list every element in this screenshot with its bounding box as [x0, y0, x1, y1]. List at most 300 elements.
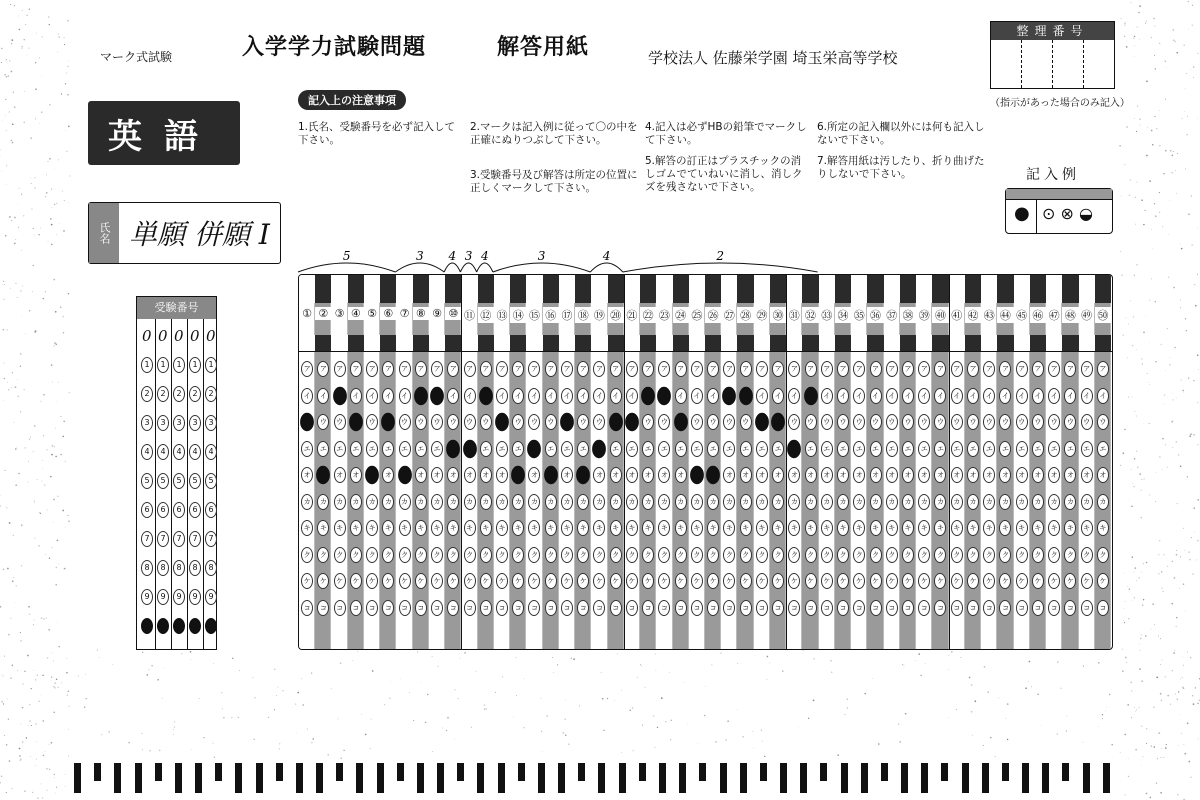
- answer-bubble[interactable]: カ: [593, 494, 605, 510]
- answer-bubble[interactable]: イ: [918, 388, 930, 404]
- answer-bubble[interactable]: ケ: [528, 573, 540, 589]
- answer-bubble[interactable]: キ: [350, 520, 362, 536]
- answer-bubble[interactable]: カ: [496, 494, 508, 510]
- answer-bubble[interactable]: エ: [512, 441, 524, 457]
- answer-bubble[interactable]: イ: [528, 388, 540, 404]
- answer-bubble[interactable]: カ: [951, 494, 963, 510]
- answer-bubble[interactable]: カ: [983, 494, 995, 510]
- answer-bubble[interactable]: ア: [853, 361, 865, 377]
- answer-bubble[interactable]: オ: [480, 467, 492, 483]
- answer-bubble[interactable]: ク: [334, 547, 346, 563]
- answer-bubble[interactable]: オ: [756, 467, 768, 483]
- answer-bubble[interactable]: キ: [983, 520, 995, 536]
- answer-bubble[interactable]: オ: [301, 467, 313, 483]
- answer-bubble[interactable]: ク: [512, 547, 524, 563]
- answer-bubble[interactable]: エ: [626, 441, 638, 457]
- answer-bubble[interactable]: オ: [967, 467, 979, 483]
- answer-bubble[interactable]: オ: [496, 467, 508, 483]
- answer-bubble[interactable]: キ: [334, 520, 346, 536]
- exam-number-bubble[interactable]: 6: [141, 502, 153, 518]
- answer-bubble[interactable]: キ: [821, 520, 833, 536]
- exam-number-bubble[interactable]: 9: [157, 589, 169, 605]
- answer-bubble[interactable]: ケ: [626, 573, 638, 589]
- answer-bubble[interactable]: ク: [593, 547, 605, 563]
- answer-bubble[interactable]: カ: [382, 494, 394, 510]
- answer-bubble[interactable]: コ: [821, 600, 833, 616]
- answer-bubble[interactable]: ア: [658, 361, 670, 377]
- exam-number-bubble[interactable]: 7: [157, 531, 169, 547]
- answer-bubble[interactable]: ケ: [512, 573, 524, 589]
- answer-bubble[interactable]: カ: [317, 494, 329, 510]
- answer-bubble[interactable]: エ: [999, 441, 1011, 457]
- answer-bubble[interactable]: オ: [821, 467, 833, 483]
- answer-bubble[interactable]: ク: [691, 547, 703, 563]
- exam-number-bubble[interactable]: 4: [189, 444, 201, 460]
- answer-bubble[interactable]: カ: [691, 494, 703, 510]
- answer-bubble[interactable]: ア: [918, 361, 930, 377]
- answer-bubble[interactable]: ア: [886, 361, 898, 377]
- answer-bubble[interactable]: キ: [480, 520, 492, 536]
- answer-bubble[interactable]: カ: [415, 494, 427, 510]
- answer-bubble[interactable]: ケ: [334, 573, 346, 589]
- exam-number-bubble[interactable]: 8: [205, 560, 217, 576]
- answer-bubble[interactable]: オ: [805, 467, 817, 483]
- answer-bubble[interactable]: エ: [545, 441, 557, 457]
- answer-bubble[interactable]: エ: [1064, 441, 1076, 457]
- answer-bubble[interactable]: エ: [1048, 441, 1060, 457]
- answer-bubble[interactable]: キ: [772, 520, 784, 536]
- answer-bubble[interactable]: ウ: [545, 414, 557, 430]
- answer-bubble[interactable]: ウ: [528, 414, 540, 430]
- answer-bubble[interactable]: イ: [1048, 388, 1060, 404]
- answer-bubble[interactable]: エ: [610, 441, 622, 457]
- answer-bubble[interactable]: ウ: [1097, 414, 1109, 430]
- answer-bubble[interactable]: イ: [496, 388, 508, 404]
- answer-bubble[interactable]: ク: [756, 547, 768, 563]
- answer-bubble[interactable]: カ: [1081, 494, 1093, 510]
- answer-bubble[interactable]: [674, 413, 688, 431]
- answer-bubble[interactable]: コ: [675, 600, 687, 616]
- answer-bubble[interactable]: ケ: [496, 573, 508, 589]
- answer-bubble[interactable]: オ: [642, 467, 654, 483]
- answer-bubble[interactable]: キ: [707, 520, 719, 536]
- answer-bubble[interactable]: キ: [870, 520, 882, 536]
- answer-bubble[interactable]: オ: [334, 467, 346, 483]
- answer-bubble[interactable]: ア: [805, 361, 817, 377]
- answer-bubble[interactable]: ケ: [805, 573, 817, 589]
- answer-bubble[interactable]: エ: [480, 441, 492, 457]
- answer-bubble[interactable]: ク: [610, 547, 622, 563]
- answer-bubble[interactable]: ア: [464, 361, 476, 377]
- answer-bubble[interactable]: コ: [934, 600, 946, 616]
- answer-bubble[interactable]: ア: [951, 361, 963, 377]
- answer-bubble[interactable]: カ: [464, 494, 476, 510]
- answer-bubble[interactable]: コ: [399, 600, 411, 616]
- answer-bubble[interactable]: オ: [886, 467, 898, 483]
- answer-bubble[interactable]: ア: [512, 361, 524, 377]
- answer-bubble[interactable]: オ: [788, 467, 800, 483]
- answer-bubble[interactable]: カ: [967, 494, 979, 510]
- answer-bubble[interactable]: [609, 413, 623, 431]
- answer-bubble[interactable]: コ: [528, 600, 540, 616]
- answer-bubble[interactable]: ケ: [447, 573, 459, 589]
- exam-number-bubble[interactable]: 6: [157, 502, 169, 518]
- answer-bubble[interactable]: ク: [431, 547, 443, 563]
- answer-bubble[interactable]: キ: [723, 520, 735, 536]
- answer-bubble[interactable]: オ: [626, 467, 638, 483]
- answer-bubble[interactable]: オ: [740, 467, 752, 483]
- answer-bubble[interactable]: ウ: [642, 414, 654, 430]
- answer-bubble[interactable]: [739, 386, 753, 404]
- answer-bubble[interactable]: ウ: [1081, 414, 1093, 430]
- answer-bubble[interactable]: [787, 439, 801, 457]
- answer-bubble[interactable]: ケ: [366, 573, 378, 589]
- answer-bubble[interactable]: イ: [1081, 388, 1093, 404]
- answer-bubble[interactable]: オ: [382, 467, 394, 483]
- exam-number-bubble[interactable]: 3: [173, 415, 185, 431]
- answer-bubble[interactable]: エ: [951, 441, 963, 457]
- answer-bubble[interactable]: ア: [577, 361, 589, 377]
- answer-bubble[interactable]: オ: [415, 467, 427, 483]
- answer-bubble[interactable]: ク: [983, 547, 995, 563]
- answer-bubble[interactable]: エ: [1081, 441, 1093, 457]
- exam-number-bubble[interactable]: [141, 618, 153, 634]
- answer-bubble[interactable]: コ: [382, 600, 394, 616]
- answer-bubble[interactable]: イ: [317, 388, 329, 404]
- answer-bubble[interactable]: コ: [772, 600, 784, 616]
- answer-bubble[interactable]: ケ: [593, 573, 605, 589]
- answer-bubble[interactable]: コ: [870, 600, 882, 616]
- answer-bubble[interactable]: ク: [480, 547, 492, 563]
- answer-bubble[interactable]: キ: [756, 520, 768, 536]
- answer-bubble[interactable]: ケ: [317, 573, 329, 589]
- answer-bubble[interactable]: ク: [561, 547, 573, 563]
- exam-number-bubble[interactable]: 3: [141, 415, 153, 431]
- answer-bubble[interactable]: ク: [772, 547, 784, 563]
- answer-bubble[interactable]: ウ: [853, 414, 865, 430]
- answer-bubble[interactable]: イ: [756, 388, 768, 404]
- answer-bubble[interactable]: [300, 413, 314, 431]
- answer-bubble[interactable]: エ: [723, 441, 735, 457]
- answer-bubble[interactable]: ア: [934, 361, 946, 377]
- exam-number-bubble[interactable]: 2: [173, 386, 185, 402]
- answer-bubble[interactable]: イ: [983, 388, 995, 404]
- answer-bubble[interactable]: エ: [496, 441, 508, 457]
- answer-bubble[interactable]: キ: [1097, 520, 1109, 536]
- answer-bubble[interactable]: ケ: [870, 573, 882, 589]
- exam-number-bubble[interactable]: 9: [141, 589, 153, 605]
- answer-bubble[interactable]: イ: [951, 388, 963, 404]
- answer-bubble[interactable]: コ: [1032, 600, 1044, 616]
- answer-bubble[interactable]: イ: [1064, 388, 1076, 404]
- answer-bubble[interactable]: キ: [951, 520, 963, 536]
- answer-bubble[interactable]: ク: [967, 547, 979, 563]
- exam-number-bubble[interactable]: 8: [157, 560, 169, 576]
- answer-bubble[interactable]: ア: [983, 361, 995, 377]
- answer-bubble[interactable]: ウ: [902, 414, 914, 430]
- answer-bubble[interactable]: イ: [366, 388, 378, 404]
- exam-number-bubble[interactable]: 6: [189, 502, 201, 518]
- answer-bubble[interactable]: コ: [788, 600, 800, 616]
- answer-bubble[interactable]: ケ: [1097, 573, 1109, 589]
- answer-bubble[interactable]: キ: [528, 520, 540, 536]
- answer-bubble[interactable]: ウ: [512, 414, 524, 430]
- answer-bubble[interactable]: オ: [918, 467, 930, 483]
- answer-bubble[interactable]: コ: [610, 600, 622, 616]
- exam-number-bubble[interactable]: 2: [157, 386, 169, 402]
- answer-bubble[interactable]: イ: [999, 388, 1011, 404]
- answer-bubble[interactable]: カ: [1097, 494, 1109, 510]
- answer-bubble[interactable]: エ: [301, 441, 313, 457]
- answer-bubble[interactable]: エ: [350, 441, 362, 457]
- answer-bubble[interactable]: ウ: [723, 414, 735, 430]
- answer-bubble[interactable]: ケ: [1048, 573, 1060, 589]
- answer-bubble[interactable]: オ: [350, 467, 362, 483]
- exam-number-bubble[interactable]: 9: [205, 589, 217, 605]
- answer-bubble[interactable]: [349, 413, 363, 431]
- answer-bubble[interactable]: イ: [967, 388, 979, 404]
- answer-bubble[interactable]: ア: [870, 361, 882, 377]
- answer-bubble[interactable]: カ: [658, 494, 670, 510]
- answer-bubble[interactable]: ウ: [1032, 414, 1044, 430]
- answer-bubble[interactable]: ク: [399, 547, 411, 563]
- answer-bubble[interactable]: ク: [301, 547, 313, 563]
- answer-bubble[interactable]: キ: [496, 520, 508, 536]
- answer-bubble[interactable]: オ: [658, 467, 670, 483]
- answer-bubble[interactable]: キ: [1032, 520, 1044, 536]
- exam-number-bubble[interactable]: 1: [205, 357, 217, 373]
- exam-number-bubble[interactable]: 9: [173, 589, 185, 605]
- answer-bubble[interactable]: キ: [464, 520, 476, 536]
- answer-bubble[interactable]: ウ: [1064, 414, 1076, 430]
- answer-bubble[interactable]: コ: [658, 600, 670, 616]
- exam-number-bubble[interactable]: 1: [157, 357, 169, 373]
- answer-bubble[interactable]: ア: [350, 361, 362, 377]
- answer-bubble[interactable]: ア: [967, 361, 979, 377]
- answer-bubble[interactable]: キ: [431, 520, 443, 536]
- answer-bubble[interactable]: ケ: [707, 573, 719, 589]
- exam-number-bubble[interactable]: 6: [205, 502, 217, 518]
- answer-bubble[interactable]: キ: [902, 520, 914, 536]
- answer-bubble[interactable]: コ: [918, 600, 930, 616]
- answer-bubble[interactable]: [771, 413, 785, 431]
- exam-number-bubble[interactable]: 3: [205, 415, 217, 431]
- answer-bubble[interactable]: [446, 439, 460, 457]
- answer-bubble[interactable]: カ: [610, 494, 622, 510]
- answer-bubble[interactable]: コ: [577, 600, 589, 616]
- answer-bubble[interactable]: コ: [1048, 600, 1060, 616]
- answer-bubble[interactable]: ア: [691, 361, 703, 377]
- answer-bubble[interactable]: ケ: [756, 573, 768, 589]
- answer-bubble[interactable]: [365, 466, 379, 484]
- answer-bubble[interactable]: ウ: [967, 414, 979, 430]
- answer-bubble[interactable]: [560, 413, 574, 431]
- answer-bubble[interactable]: イ: [593, 388, 605, 404]
- answer-bubble[interactable]: カ: [1048, 494, 1060, 510]
- exam-number-bubble[interactable]: 2: [205, 386, 217, 402]
- answer-bubble[interactable]: カ: [545, 494, 557, 510]
- answer-bubble[interactable]: イ: [577, 388, 589, 404]
- answer-bubble[interactable]: エ: [691, 441, 703, 457]
- answer-bubble[interactable]: イ: [626, 388, 638, 404]
- answer-bubble[interactable]: コ: [480, 600, 492, 616]
- answer-bubble[interactable]: ク: [350, 547, 362, 563]
- answer-bubble[interactable]: ク: [1064, 547, 1076, 563]
- answer-bubble[interactable]: ア: [610, 361, 622, 377]
- answer-bubble[interactable]: カ: [512, 494, 524, 510]
- answer-bubble[interactable]: ク: [1048, 547, 1060, 563]
- answer-bubble[interactable]: カ: [431, 494, 443, 510]
- answer-bubble[interactable]: ア: [740, 361, 752, 377]
- answer-bubble[interactable]: ウ: [317, 414, 329, 430]
- answer-bubble[interactable]: ケ: [382, 573, 394, 589]
- answer-bubble[interactable]: ケ: [561, 573, 573, 589]
- answer-bubble[interactable]: イ: [1097, 388, 1109, 404]
- answer-bubble[interactable]: エ: [431, 441, 443, 457]
- answer-bubble[interactable]: ク: [999, 547, 1011, 563]
- answer-bubble[interactable]: キ: [545, 520, 557, 536]
- answer-bubble[interactable]: エ: [334, 441, 346, 457]
- answer-bubble[interactable]: ケ: [918, 573, 930, 589]
- answer-bubble[interactable]: ア: [1064, 361, 1076, 377]
- answer-bubble[interactable]: ケ: [837, 573, 849, 589]
- exam-number-bubble[interactable]: 8: [189, 560, 201, 576]
- exam-number-bubble[interactable]: 2: [141, 386, 153, 402]
- answer-bubble[interactable]: コ: [886, 600, 898, 616]
- answer-bubble[interactable]: キ: [853, 520, 865, 536]
- answer-bubble[interactable]: ア: [593, 361, 605, 377]
- answer-bubble[interactable]: ク: [837, 547, 849, 563]
- answer-bubble[interactable]: ア: [723, 361, 735, 377]
- answer-bubble[interactable]: コ: [756, 600, 768, 616]
- answer-bubble[interactable]: カ: [740, 494, 752, 510]
- answer-bubble[interactable]: ケ: [415, 573, 427, 589]
- answer-bubble[interactable]: [657, 386, 671, 404]
- answer-bubble[interactable]: ア: [545, 361, 557, 377]
- answer-bubble[interactable]: ケ: [723, 573, 735, 589]
- exam-number-bubble[interactable]: 5: [157, 473, 169, 489]
- answer-bubble[interactable]: コ: [983, 600, 995, 616]
- answer-bubble[interactable]: ウ: [805, 414, 817, 430]
- answer-bubble[interactable]: カ: [902, 494, 914, 510]
- answer-bubble[interactable]: ア: [561, 361, 573, 377]
- answer-bubble[interactable]: オ: [902, 467, 914, 483]
- answer-bubble[interactable]: ク: [805, 547, 817, 563]
- answer-bubble[interactable]: カ: [707, 494, 719, 510]
- answer-bubble[interactable]: カ: [999, 494, 1011, 510]
- answer-bubble[interactable]: ケ: [821, 573, 833, 589]
- answer-bubble[interactable]: ケ: [772, 573, 784, 589]
- name-field[interactable]: [88, 202, 281, 264]
- answer-bubble[interactable]: ケ: [545, 573, 557, 589]
- answer-bubble[interactable]: ク: [934, 547, 946, 563]
- answer-bubble[interactable]: オ: [528, 467, 540, 483]
- answer-bubble[interactable]: ウ: [870, 414, 882, 430]
- answer-bubble[interactable]: コ: [740, 600, 752, 616]
- answer-bubble[interactable]: ア: [1048, 361, 1060, 377]
- exam-number-bubble[interactable]: [205, 618, 217, 634]
- answer-bubble[interactable]: ウ: [999, 414, 1011, 430]
- answer-bubble[interactable]: キ: [512, 520, 524, 536]
- answer-bubble[interactable]: キ: [1048, 520, 1060, 536]
- answer-bubble[interactable]: ケ: [983, 573, 995, 589]
- answer-bubble[interactable]: ウ: [1048, 414, 1060, 430]
- answer-bubble[interactable]: イ: [853, 388, 865, 404]
- answer-bubble[interactable]: ケ: [1032, 573, 1044, 589]
- answer-bubble[interactable]: ケ: [853, 573, 865, 589]
- answer-bubble[interactable]: ケ: [464, 573, 476, 589]
- answer-bubble[interactable]: [430, 386, 444, 404]
- answer-bubble[interactable]: エ: [382, 441, 394, 457]
- answer-bubble[interactable]: ク: [447, 547, 459, 563]
- answer-bubble[interactable]: エ: [756, 441, 768, 457]
- answer-bubble[interactable]: ア: [902, 361, 914, 377]
- exam-number-bubble[interactable]: [157, 618, 169, 634]
- answer-bubble[interactable]: キ: [740, 520, 752, 536]
- answer-bubble[interactable]: エ: [1097, 441, 1109, 457]
- answer-bubble[interactable]: ア: [366, 361, 378, 377]
- answer-bubble[interactable]: ケ: [675, 573, 687, 589]
- answer-bubble[interactable]: イ: [464, 388, 476, 404]
- answer-bubble[interactable]: ア: [837, 361, 849, 377]
- answer-bubble[interactable]: ウ: [1016, 414, 1028, 430]
- answer-bubble[interactable]: カ: [334, 494, 346, 510]
- answer-bubble[interactable]: キ: [1081, 520, 1093, 536]
- exam-number-bubble[interactable]: 8: [173, 560, 185, 576]
- answer-bubble[interactable]: キ: [642, 520, 654, 536]
- exam-number-bubble[interactable]: 1: [141, 357, 153, 373]
- answer-bubble[interactable]: ウ: [691, 414, 703, 430]
- exam-number-bubble[interactable]: 3: [189, 415, 201, 431]
- answer-bubble[interactable]: エ: [918, 441, 930, 457]
- answer-bubble[interactable]: ウ: [951, 414, 963, 430]
- answer-bubble[interactable]: ウ: [837, 414, 849, 430]
- answer-bubble[interactable]: イ: [902, 388, 914, 404]
- exam-number-bubble[interactable]: 7: [141, 531, 153, 547]
- answer-bubble[interactable]: ウ: [415, 414, 427, 430]
- answer-bubble[interactable]: ケ: [999, 573, 1011, 589]
- answer-bubble[interactable]: ケ: [788, 573, 800, 589]
- answer-bubble[interactable]: [398, 466, 412, 484]
- answer-bubble[interactable]: エ: [642, 441, 654, 457]
- answer-bubble[interactable]: カ: [366, 494, 378, 510]
- answer-bubble[interactable]: ウ: [821, 414, 833, 430]
- answer-bubble[interactable]: ア: [999, 361, 1011, 377]
- answer-bubble[interactable]: オ: [1081, 467, 1093, 483]
- answer-bubble[interactable]: キ: [577, 520, 589, 536]
- answer-bubble[interactable]: ク: [464, 547, 476, 563]
- answer-bubble[interactable]: オ: [853, 467, 865, 483]
- answer-bubble[interactable]: イ: [886, 388, 898, 404]
- answer-bubble[interactable]: キ: [610, 520, 622, 536]
- answer-bubble[interactable]: キ: [934, 520, 946, 536]
- answer-bubble[interactable]: ク: [886, 547, 898, 563]
- answer-bubble[interactable]: コ: [561, 600, 573, 616]
- answer-bubble[interactable]: ウ: [788, 414, 800, 430]
- answer-bubble[interactable]: ク: [902, 547, 914, 563]
- answer-bubble[interactable]: コ: [447, 600, 459, 616]
- answer-bubble[interactable]: コ: [1064, 600, 1076, 616]
- answer-bubble[interactable]: エ: [772, 441, 784, 457]
- answer-bubble[interactable]: エ: [870, 441, 882, 457]
- exam-number-bubble[interactable]: 5: [173, 473, 185, 489]
- answer-bubble[interactable]: ケ: [399, 573, 411, 589]
- answer-bubble[interactable]: ク: [496, 547, 508, 563]
- answer-bubble[interactable]: エ: [821, 441, 833, 457]
- exam-number-bubble[interactable]: 8: [141, 560, 153, 576]
- exam-number-bubble[interactable]: 1: [189, 357, 201, 373]
- answer-bubble[interactable]: ケ: [886, 573, 898, 589]
